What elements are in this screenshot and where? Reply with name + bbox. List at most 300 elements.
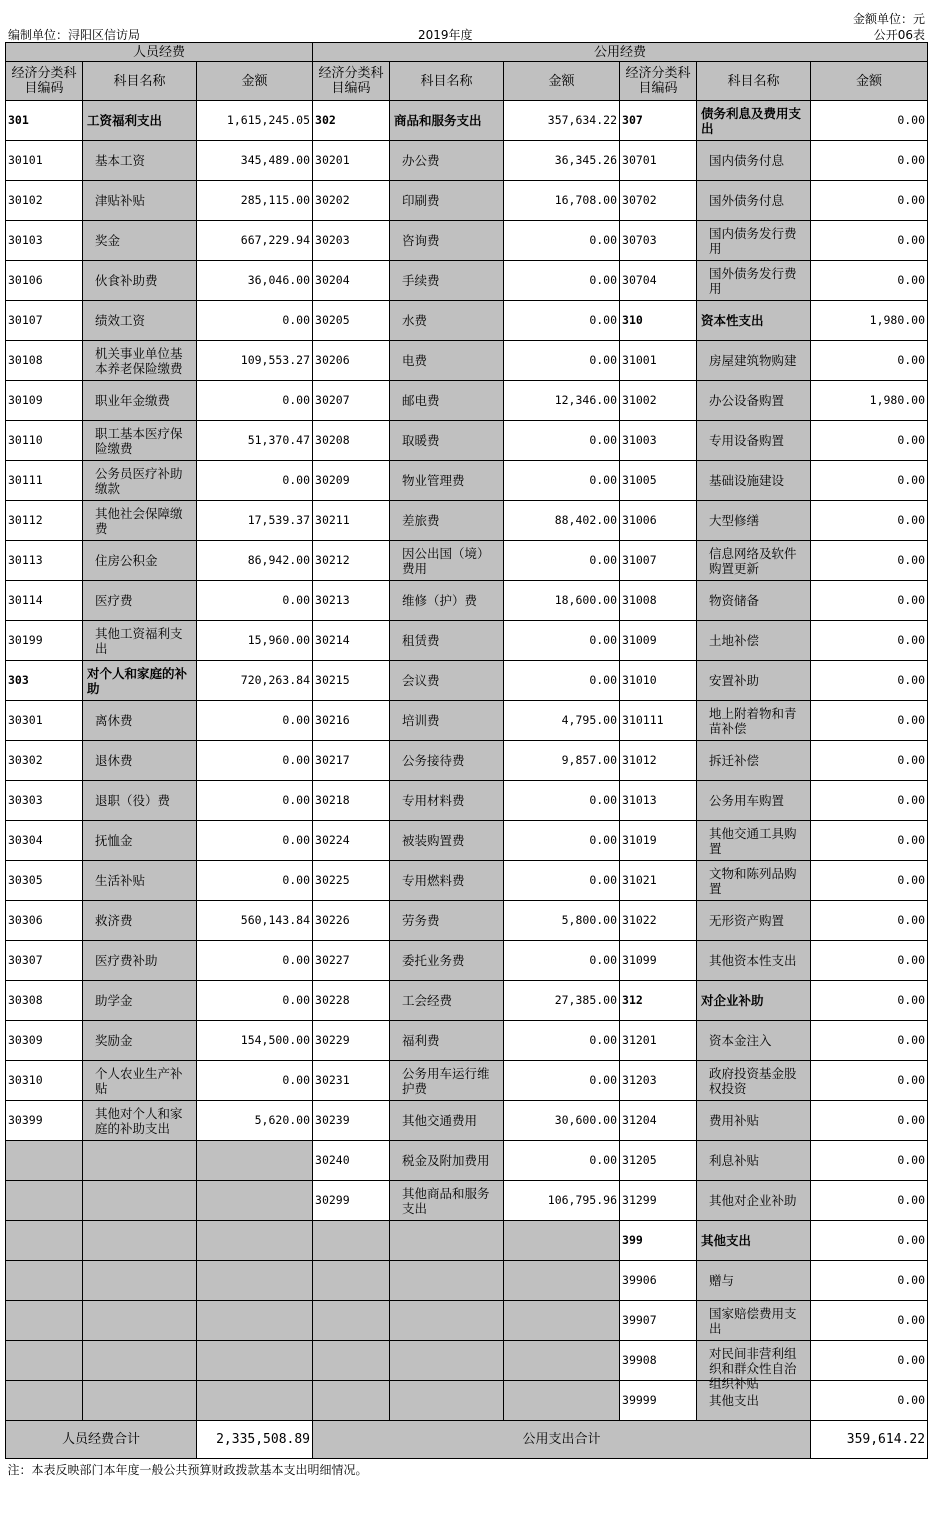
cell-name xyxy=(390,181,504,221)
cell-code: 30218 xyxy=(313,781,390,821)
cell-name-text: 抚恤金 xyxy=(95,833,133,848)
cell-name-text: 其他对企业补助 xyxy=(709,1193,797,1208)
cell-name xyxy=(697,421,811,461)
cell-name xyxy=(390,1021,504,1061)
cell-name xyxy=(83,261,197,301)
cell-name xyxy=(390,461,504,501)
cell-amount: 51,370.47 xyxy=(197,421,313,461)
cell-name-text: 文物和陈列品购置 xyxy=(709,865,797,896)
cell-name-text: 取暖费 xyxy=(402,433,440,448)
table-number-label: 公开06表 xyxy=(873,28,925,42)
cell-name-text: 手续费 xyxy=(402,273,440,288)
cell-name xyxy=(390,1301,504,1341)
cell-amount: 0.00 xyxy=(811,621,928,661)
cell-code: 31003 xyxy=(620,421,697,461)
cell-amount: 0.00 xyxy=(811,1341,928,1381)
cell-amount: 0.00 xyxy=(811,741,928,781)
cell-name-text: 政府投资基金股权投资 xyxy=(709,1065,797,1096)
table-row xyxy=(6,1341,928,1381)
table-row xyxy=(6,1221,928,1261)
cell-code xyxy=(6,1141,83,1181)
cell-name xyxy=(390,781,504,821)
cell-name-text: 因公出国（境）费用 xyxy=(402,545,490,576)
cell-name-text: 赠与 xyxy=(709,1273,735,1288)
cell-amount: 0.00 xyxy=(811,821,928,861)
cell-name-text: 其他交通工具购置 xyxy=(709,825,797,856)
cell-amount: 0.00 xyxy=(811,1261,928,1301)
cell-name-text: 税金及附加费用 xyxy=(402,1153,490,1168)
cell-name-text: 工资福利支出 xyxy=(87,113,163,128)
cell-code: 31299 xyxy=(620,1181,697,1221)
cell-amount: 667,229.94 xyxy=(197,221,313,261)
cell-name-text: 助学金 xyxy=(95,993,133,1008)
cell-name-text: 地上附着物和青苗补偿 xyxy=(709,705,797,736)
cell-name-text: 劳务费 xyxy=(402,913,440,928)
cell-name-text: 其他交通费用 xyxy=(402,1113,478,1128)
cell-name xyxy=(83,1061,197,1101)
cell-amount: 357,634.22 xyxy=(504,101,620,141)
cell-code: 30112 xyxy=(6,501,83,541)
cell-code: 30231 xyxy=(313,1061,390,1101)
cell-name-text: 其他商品和服务支出 xyxy=(402,1185,490,1216)
cell-name xyxy=(83,1021,197,1061)
cell-amount xyxy=(197,1341,313,1381)
cell-amount: 0.00 xyxy=(197,781,313,821)
amount-unit-label: 金额单位：元 xyxy=(852,12,925,26)
cell-name-text: 电费 xyxy=(402,353,428,368)
cell-code: 30703 xyxy=(620,221,697,261)
cell-amount xyxy=(197,1381,313,1421)
cell-name xyxy=(83,901,197,941)
cell-code: 31012 xyxy=(620,741,697,781)
cell-name xyxy=(697,981,811,1021)
cell-amount: 0.00 xyxy=(504,1141,620,1181)
cell-name xyxy=(83,1301,197,1341)
cell-name xyxy=(83,301,197,341)
cell-name-text: 债务利息及费用支出 xyxy=(701,105,802,136)
cell-name-text: 印刷费 xyxy=(402,193,440,208)
cell-name xyxy=(83,941,197,981)
cell-code: 30213 xyxy=(313,581,390,621)
cell-name-text: 公务用车运行维护费 xyxy=(402,1065,490,1096)
cell-name-text: 物业管理费 xyxy=(402,473,465,488)
cell-code xyxy=(6,1381,83,1421)
cell-name-text: 其他资本性支出 xyxy=(709,953,797,968)
cell-name-text: 委托业务费 xyxy=(402,953,465,968)
cell-name-text: 邮电费 xyxy=(402,393,440,408)
cell-name xyxy=(390,141,504,181)
cell-amount: 0.00 xyxy=(197,301,313,341)
cell-name-text: 无形资产购置 xyxy=(709,913,785,928)
cell-code: 30113 xyxy=(6,541,83,581)
cell-code: 30208 xyxy=(313,421,390,461)
table-row xyxy=(6,701,928,741)
cell-code: 30307 xyxy=(6,941,83,981)
table-row xyxy=(6,221,928,261)
table-note: 注：本表反映部门本年度一般公共预算财政拨款基本支出明细情况。 xyxy=(6,1459,928,1482)
cell-code: 30206 xyxy=(313,341,390,381)
cell-name-text: 个人农业生产补贴 xyxy=(95,1065,183,1096)
cell-name xyxy=(83,501,197,541)
cell-amount: 0.00 xyxy=(811,701,928,741)
cell-name-text: 其他工资福利支出 xyxy=(95,625,183,656)
cell-amount: 5,620.00 xyxy=(197,1101,313,1141)
col-name: 科目名称 xyxy=(390,62,504,101)
cell-amount: 285,115.00 xyxy=(197,181,313,221)
cell-code xyxy=(6,1341,83,1381)
cell-amount: 560,143.84 xyxy=(197,901,313,941)
cell-amount: 0.00 xyxy=(504,221,620,261)
cell-amount: 0.00 xyxy=(504,821,620,861)
table-row xyxy=(6,1101,928,1141)
cell-name-text: 租赁费 xyxy=(402,633,440,648)
cell-name xyxy=(83,381,197,421)
cell-amount: 0.00 xyxy=(811,661,928,701)
cell-amount xyxy=(197,1301,313,1341)
table-row xyxy=(6,421,928,461)
cell-name-text: 医疗费 xyxy=(95,593,133,608)
cell-amount: 0.00 xyxy=(504,421,620,461)
cell-name-text: 对民间非营利组织和群众性自治组织补贴 xyxy=(709,1345,797,1391)
cell-code: 30103 xyxy=(6,221,83,261)
cell-code: 30305 xyxy=(6,861,83,901)
table-row xyxy=(6,941,928,981)
cell-amount xyxy=(197,1181,313,1221)
cell-code: 30101 xyxy=(6,141,83,181)
cell-code: 30299 xyxy=(313,1181,390,1221)
cell-name-text: 大型修缮 xyxy=(709,513,760,528)
cell-code: 30227 xyxy=(313,941,390,981)
cell-name-text: 费用补贴 xyxy=(709,1113,760,1128)
cell-amount xyxy=(504,1261,620,1301)
col-amount: 金额 xyxy=(504,62,620,101)
col-name: 科目名称 xyxy=(83,62,197,101)
cell-amount xyxy=(197,1221,313,1261)
table-row xyxy=(6,461,928,501)
cell-name-text: 医疗费补助 xyxy=(95,953,158,968)
cell-name xyxy=(83,141,197,181)
cell-name xyxy=(697,141,811,181)
cell-name xyxy=(83,1181,197,1221)
cell-name-text: 被装购置费 xyxy=(402,833,465,848)
cell-name xyxy=(390,501,504,541)
cell-code: 31019 xyxy=(620,821,697,861)
cell-name-text: 津贴补贴 xyxy=(95,193,146,208)
cell-amount: 0.00 xyxy=(811,1181,928,1221)
cell-code: 303 xyxy=(6,661,83,701)
cell-code xyxy=(6,1181,83,1221)
cell-name xyxy=(390,1341,504,1381)
table-row xyxy=(6,341,928,381)
cell-code: 30310 xyxy=(6,1061,83,1101)
cell-code: 31021 xyxy=(620,861,697,901)
cell-name xyxy=(697,861,811,901)
cell-amount xyxy=(504,1381,620,1421)
cell-name xyxy=(83,1261,197,1301)
cell-name xyxy=(390,661,504,701)
cell-amount: 0.00 xyxy=(504,341,620,381)
cell-amount: 0.00 xyxy=(197,701,313,741)
cell-amount: 0.00 xyxy=(504,861,620,901)
cell-name xyxy=(697,781,811,821)
cell-code: 30399 xyxy=(6,1101,83,1141)
cell-amount: 0.00 xyxy=(504,461,620,501)
cell-name xyxy=(697,1061,811,1101)
cell-code: 301 xyxy=(6,101,83,141)
cell-name xyxy=(390,1141,504,1181)
cell-name xyxy=(83,581,197,621)
cell-name-text: 会议费 xyxy=(402,673,440,688)
cell-code: 307 xyxy=(620,101,697,141)
cell-name-text: 国家赔偿费用支出 xyxy=(709,1305,797,1336)
cell-code: 302 xyxy=(313,101,390,141)
cell-name xyxy=(83,1141,197,1181)
cell-name xyxy=(390,261,504,301)
cell-code: 31201 xyxy=(620,1021,697,1061)
cell-name-text: 国内债务付息 xyxy=(709,153,785,168)
cell-name-text: 职业年金缴费 xyxy=(95,393,171,408)
cell-amount: 0.00 xyxy=(811,981,928,1021)
cell-name xyxy=(83,621,197,661)
cell-name xyxy=(390,861,504,901)
cell-name-text: 房屋建筑物购建 xyxy=(709,353,797,368)
cell-amount: 0.00 xyxy=(811,581,928,621)
cell-amount: 0.00 xyxy=(811,1301,928,1341)
cell-amount: 0.00 xyxy=(504,1021,620,1061)
cell-name xyxy=(697,1181,811,1221)
table-row xyxy=(6,781,928,821)
cell-code: 30228 xyxy=(313,981,390,1021)
cell-amount: 0.00 xyxy=(811,1381,928,1421)
cell-amount: 0.00 xyxy=(504,941,620,981)
cell-code: 30201 xyxy=(313,141,390,181)
cell-name-text: 机关事业单位基本养老保险缴费 xyxy=(95,345,183,376)
cell-code: 30225 xyxy=(313,861,390,901)
cell-code xyxy=(313,1341,390,1381)
cell-name xyxy=(390,101,504,141)
cell-name-text: 其他支出 xyxy=(701,1233,752,1248)
cell-amount: 0.00 xyxy=(197,981,313,1021)
table-row xyxy=(6,741,928,781)
public-total-label: 公用支出合计 xyxy=(313,1421,811,1459)
cell-amount: 0.00 xyxy=(811,1021,928,1061)
cell-code: 30214 xyxy=(313,621,390,661)
section-header-row xyxy=(6,43,928,62)
cell-code: 30114 xyxy=(6,581,83,621)
cell-name-text: 利息补贴 xyxy=(709,1153,760,1168)
cell-name-text: 物资储备 xyxy=(709,593,760,608)
cell-name xyxy=(697,541,811,581)
cell-name xyxy=(697,821,811,861)
cell-code: 30302 xyxy=(6,741,83,781)
cell-code xyxy=(313,1261,390,1301)
cell-amount: 15,960.00 xyxy=(197,621,313,661)
cell-amount: 0.00 xyxy=(197,741,313,781)
cell-name-text: 其他社会保障缴费 xyxy=(95,505,183,536)
cell-name-text: 其他对个人和家庭的补助支出 xyxy=(95,1105,183,1136)
cell-name xyxy=(83,1341,197,1381)
cell-name-text: 水费 xyxy=(402,313,428,328)
cell-name xyxy=(390,541,504,581)
cell-code: 30102 xyxy=(6,181,83,221)
cell-code: 30309 xyxy=(6,1021,83,1061)
personnel-total-label: 人员经费合计 xyxy=(6,1421,197,1459)
cell-amount: 12,346.00 xyxy=(504,381,620,421)
cell-name-text: 资本金注入 xyxy=(709,1033,772,1048)
cell-name-text: 培训费 xyxy=(402,713,440,728)
cell-amount xyxy=(197,1261,313,1301)
cell-amount: 0.00 xyxy=(504,261,620,301)
cell-name xyxy=(83,101,197,141)
table-row xyxy=(6,101,928,141)
cell-amount: 720,263.84 xyxy=(197,661,313,701)
cell-name xyxy=(697,621,811,661)
cell-name-text: 拆迁补偿 xyxy=(709,753,760,768)
cell-name xyxy=(390,221,504,261)
cell-code: 30239 xyxy=(313,1101,390,1141)
cell-amount: 36,345.26 xyxy=(504,141,620,181)
col-code: 经济分类科目编码 xyxy=(313,62,390,101)
cell-amount: 0.00 xyxy=(197,461,313,501)
table-row xyxy=(6,661,928,701)
cell-name-text: 职工基本医疗保险缴费 xyxy=(95,425,183,456)
table-row xyxy=(6,1381,928,1421)
cell-name xyxy=(697,501,811,541)
cell-amount xyxy=(504,1341,620,1381)
cell-code xyxy=(6,1221,83,1261)
cell-name-text: 国内债务发行费用 xyxy=(709,225,797,256)
cell-amount: 0.00 xyxy=(811,1061,928,1101)
cell-amount: 0.00 xyxy=(811,261,928,301)
table-row xyxy=(6,581,928,621)
cell-name-text: 生活补贴 xyxy=(95,873,146,888)
cell-name-text: 福利费 xyxy=(402,1033,440,1048)
cell-name xyxy=(83,1101,197,1141)
table-row xyxy=(6,261,928,301)
table-row xyxy=(6,1301,928,1341)
cell-name xyxy=(83,461,197,501)
table-row xyxy=(6,181,928,221)
cell-amount: 0.00 xyxy=(197,941,313,981)
cell-amount: 0.00 xyxy=(811,1141,928,1181)
cell-name-text: 基本工资 xyxy=(95,153,146,168)
cell-amount: 0.00 xyxy=(811,421,928,461)
cell-name xyxy=(390,1181,504,1221)
cell-code: 39908 xyxy=(620,1341,697,1381)
cell-code: 31203 xyxy=(620,1061,697,1101)
cell-amount: 36,046.00 xyxy=(197,261,313,301)
table-row xyxy=(6,621,928,661)
cell-name xyxy=(83,981,197,1021)
col-code: 经济分类科目编码 xyxy=(6,62,83,101)
cell-name-text: 离休费 xyxy=(95,713,133,728)
cell-name-text: 国外债务付息 xyxy=(709,193,785,208)
cell-name xyxy=(697,1021,811,1061)
cell-amount: 1,980.00 xyxy=(811,381,928,421)
table-row xyxy=(6,141,928,181)
cell-amount: 345,489.00 xyxy=(197,141,313,181)
cell-name-text: 信息网络及软件购置更新 xyxy=(709,545,797,576)
cell-code: 30216 xyxy=(313,701,390,741)
cell-amount: 0.00 xyxy=(811,221,928,261)
table-row xyxy=(6,821,928,861)
cell-name-text: 奖励金 xyxy=(95,1033,133,1048)
cell-code: 30211 xyxy=(313,501,390,541)
cell-code: 31205 xyxy=(620,1141,697,1181)
cell-code xyxy=(313,1301,390,1341)
cell-name xyxy=(83,741,197,781)
cell-code: 30303 xyxy=(6,781,83,821)
cell-name-text: 救济费 xyxy=(95,913,133,928)
cell-code: 30107 xyxy=(6,301,83,341)
cell-code: 30215 xyxy=(313,661,390,701)
table-row xyxy=(6,901,928,941)
cell-amount: 0.00 xyxy=(811,781,928,821)
cell-amount: 27,385.00 xyxy=(504,981,620,1021)
cell-name xyxy=(697,381,811,421)
cell-name xyxy=(390,1101,504,1141)
cell-code: 30217 xyxy=(313,741,390,781)
cell-code: 30212 xyxy=(313,541,390,581)
cell-code: 31006 xyxy=(620,501,697,541)
fiscal-year-label: 2019年度 xyxy=(418,28,473,42)
cell-amount: 0.00 xyxy=(811,101,928,141)
cell-name xyxy=(83,341,197,381)
cell-amount xyxy=(504,1301,620,1341)
cell-name xyxy=(390,581,504,621)
cell-code: 30202 xyxy=(313,181,390,221)
cell-name-text: 公务用车购置 xyxy=(709,793,785,808)
personnel-total-amount: 2,335,508.89 xyxy=(197,1421,313,1459)
cell-code: 30111 xyxy=(6,461,83,501)
cell-name xyxy=(697,221,811,261)
cell-name-text: 商品和服务支出 xyxy=(394,113,482,128)
table-row xyxy=(6,1021,928,1061)
column-header-row xyxy=(6,62,928,101)
cell-code: 30308 xyxy=(6,981,83,1021)
public-total-amount: 359,614.22 xyxy=(811,1421,928,1459)
cell-name xyxy=(390,821,504,861)
table-row xyxy=(6,981,928,1021)
cell-name-text: 国外债务发行费用 xyxy=(709,265,797,296)
cell-name xyxy=(390,421,504,461)
cell-amount: 154,500.00 xyxy=(197,1021,313,1061)
cell-amount: 0.00 xyxy=(811,541,928,581)
cell-amount: 109,553.27 xyxy=(197,341,313,381)
cell-name xyxy=(697,661,811,701)
cell-code: 30702 xyxy=(620,181,697,221)
cell-name xyxy=(390,301,504,341)
cell-name xyxy=(697,701,811,741)
cell-code xyxy=(313,1221,390,1261)
cell-name xyxy=(390,941,504,981)
cell-amount: 9,857.00 xyxy=(504,741,620,781)
cell-code: 30701 xyxy=(620,141,697,181)
cell-amount: 0.00 xyxy=(811,1221,928,1261)
cell-name xyxy=(83,221,197,261)
cell-code: 31010 xyxy=(620,661,697,701)
table-row xyxy=(6,501,928,541)
table-row xyxy=(6,1141,928,1181)
cell-name xyxy=(697,941,811,981)
cell-code: 30106 xyxy=(6,261,83,301)
cell-amount: 0.00 xyxy=(504,781,620,821)
cell-name xyxy=(697,301,811,341)
table-row xyxy=(6,301,928,341)
cell-amount: 0.00 xyxy=(504,1061,620,1101)
cell-name-text: 其他支出 xyxy=(709,1393,760,1408)
cell-name xyxy=(83,1221,197,1261)
